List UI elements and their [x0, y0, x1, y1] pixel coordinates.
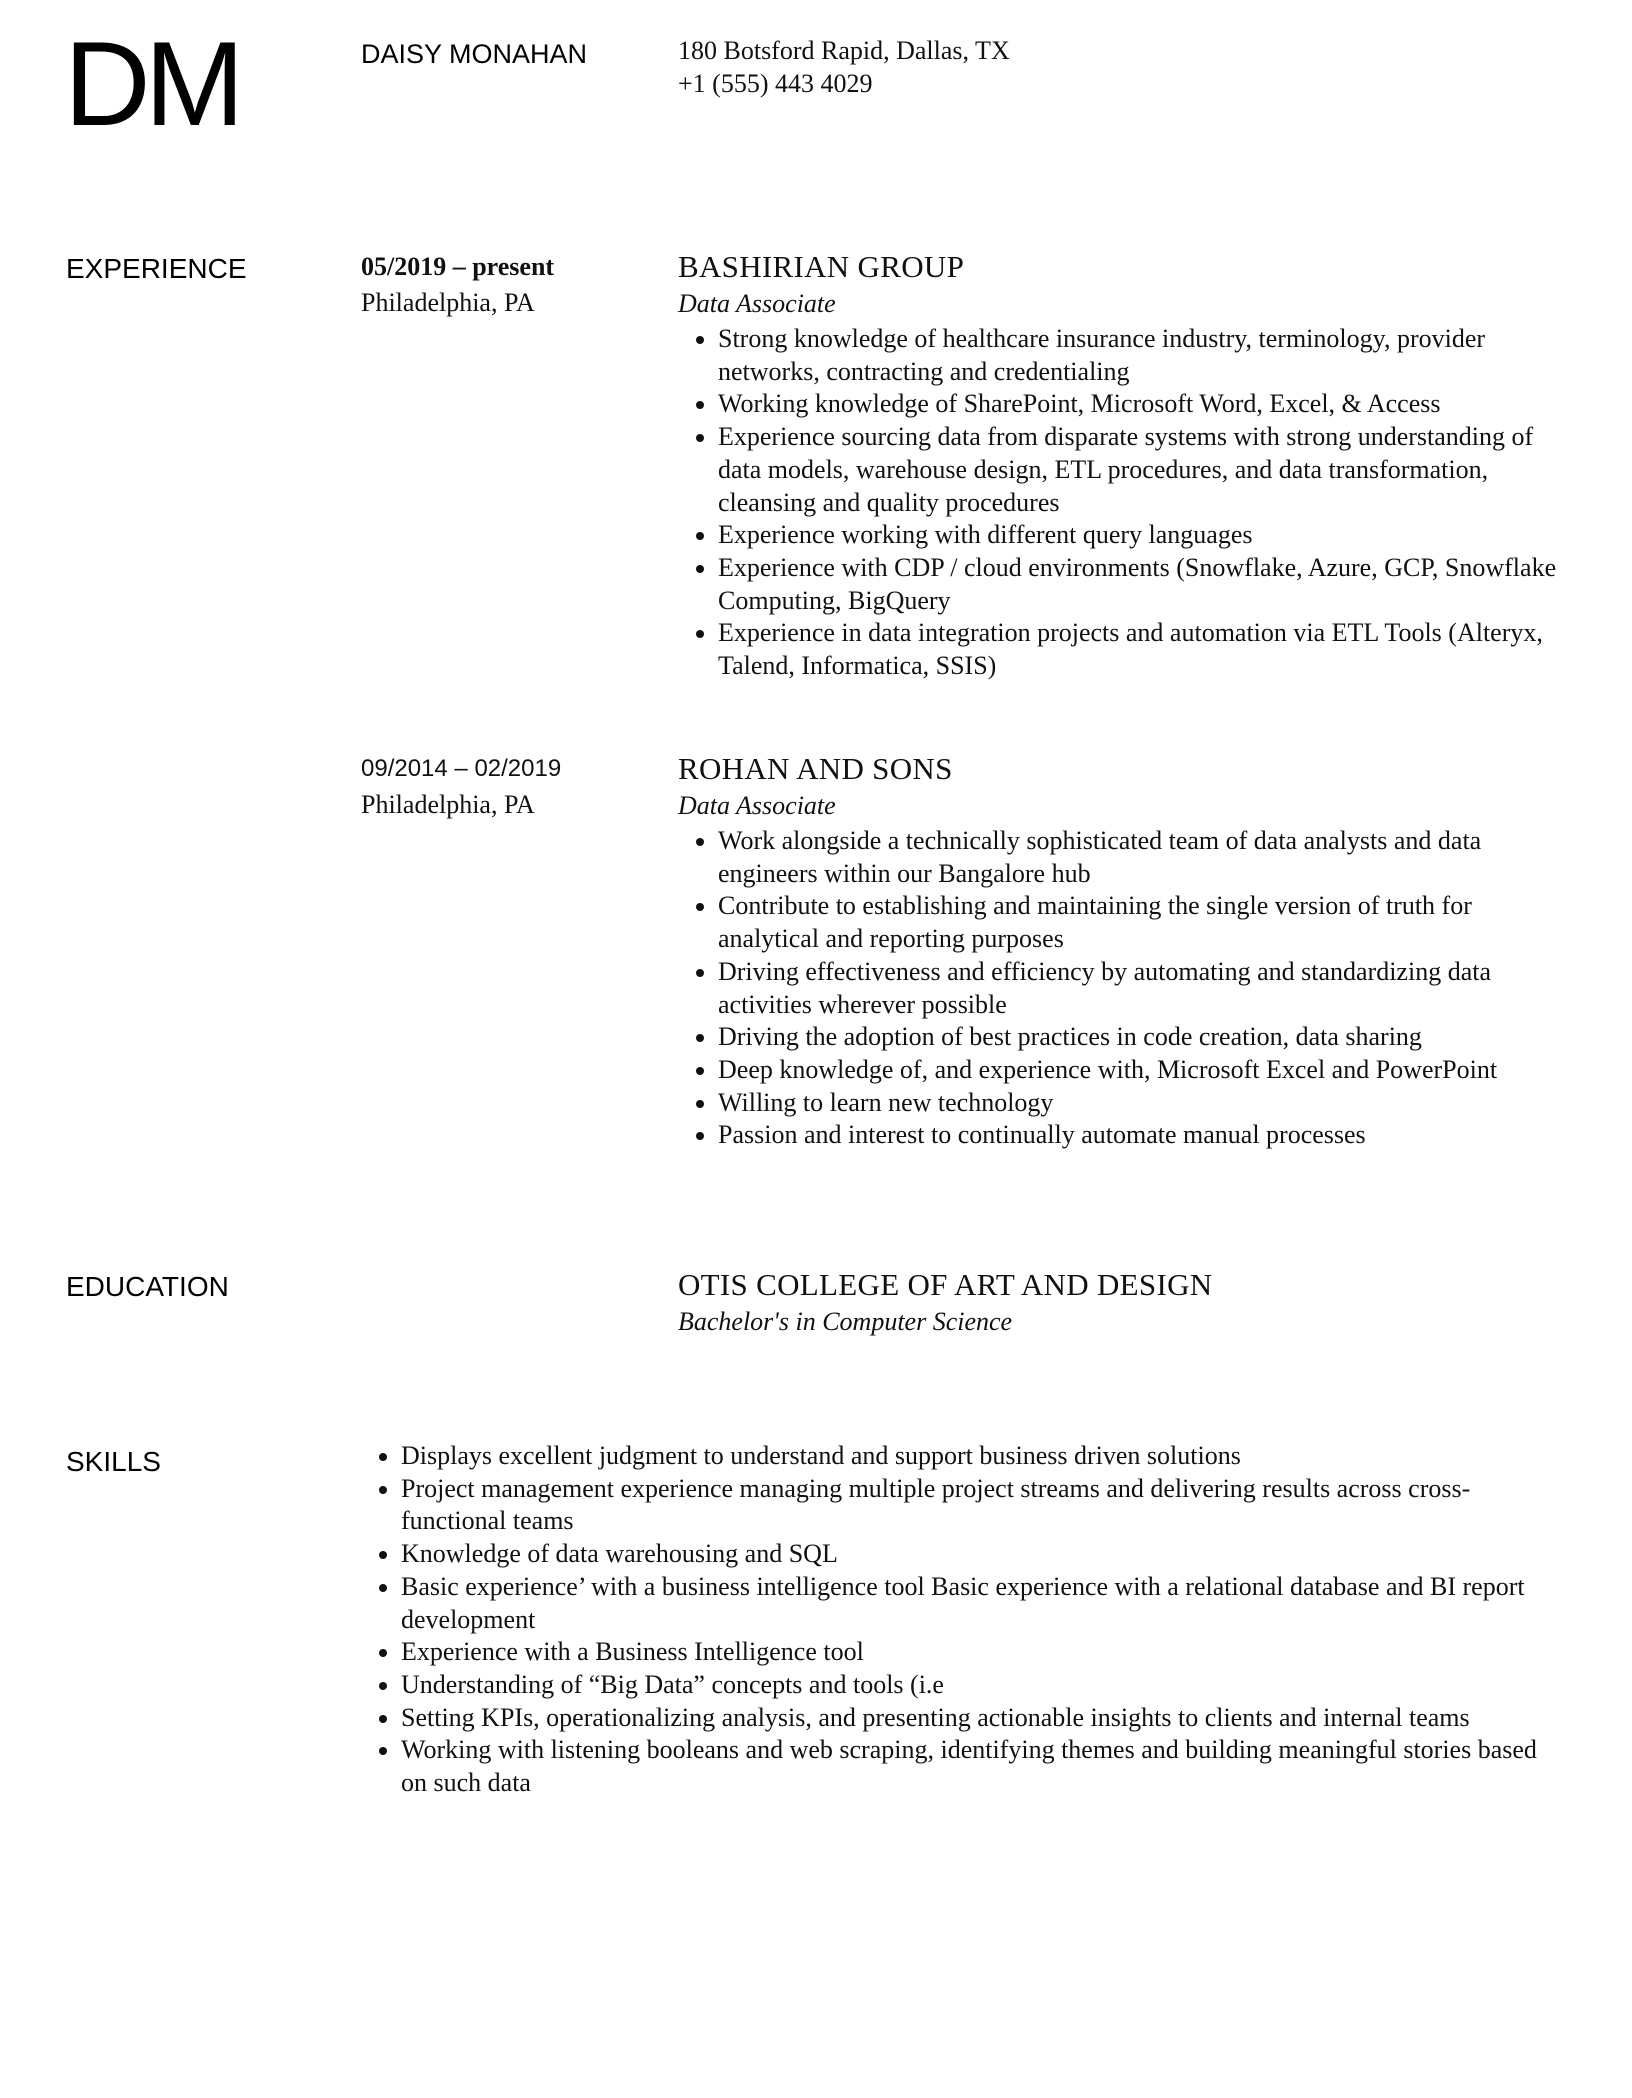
list-item: • Experience with CDP / cloud environments (Snowflake, Azure, GCP, Snowflake Computing, BigQuery	[718, 552, 1558, 617]
company-name: BASHIRIAN GROUP	[678, 249, 965, 284]
list-item: • Basic experience’ with a business intelligence tool Basic experience with a relational database and BI report development	[401, 1571, 1561, 1636]
education-heading: EDUCATION	[66, 1271, 229, 1302]
education-details	[678, 1268, 1558, 1338]
list-item: • Experience sourcing data from disparate systems with strong understanding of data models, warehouse design, ETL procedures, and data transformation, cleansing and quality procedures	[718, 421, 1558, 519]
experience-heading: EXPERIENCE	[66, 253, 247, 284]
list-item: • Driving the adoption of best practices in code creation, data sharing	[718, 1021, 1558, 1054]
candidate-name: DAISY MONAHAN	[361, 39, 588, 69]
list-item: • Deep knowledge of, and experience with, Microsoft Excel and PowerPoint	[718, 1054, 1558, 1087]
company-name: ROHAN AND SONS	[678, 751, 953, 786]
list-item: • Working knowledge of SharePoint, Microsoft Word, Excel, & Access	[718, 388, 1558, 421]
job-location: Philadelphia, PA	[361, 288, 535, 317]
job-title: Data Associate	[678, 791, 836, 820]
skills-list-wrapper	[361, 1440, 1561, 1800]
list-item: • Experience in data integration projects and automation via ETL Tools (Alteryx, Talend, Informatica, SSIS)	[718, 617, 1558, 682]
list-item: • Experience with a Business Intelligence tool	[401, 1636, 1561, 1669]
list-item: • Passion and interest to continually automate manual processes	[718, 1119, 1558, 1152]
monogram: DM	[64, 17, 239, 151]
list-item: • Working with listening booleans and web scraping, identifying themes and building meaningful stories based on such data	[401, 1734, 1561, 1799]
list-item: • Contribute to establishing and maintaining the single version of truth for analytical and reporting purposes	[718, 890, 1558, 955]
list-item: • Work alongside a technically sophisticated team of data analysts and data engineers within our Bangalore hub	[718, 825, 1558, 890]
list-item: • Project management experience managing multiple project streams and delivering results across cross-functional teams	[401, 1473, 1561, 1538]
contact-info	[678, 34, 1010, 100]
list-item: • Understanding of “Big Data” concepts and tools (i.e	[401, 1669, 1561, 1702]
list-item: • Experience working with different query languages	[718, 519, 1558, 552]
job-details	[678, 250, 1558, 683]
list-item: • Strong knowledge of healthcare insurance industry, terminology, provider networks, contracting and credentialing	[718, 323, 1558, 388]
job-location: Philadelphia, PA	[361, 790, 535, 819]
address: 180 Botsford Rapid, Dallas, TX	[678, 36, 1010, 65]
list-item: • Knowledge of data warehousing and SQL	[401, 1538, 1561, 1571]
list-item: • Willing to learn new technology	[718, 1087, 1558, 1120]
list-item: • Driving effectiveness and efficiency by automating and standardizing data activities wherever possible	[718, 956, 1558, 1021]
job-bullets	[678, 323, 1558, 683]
school-name: OTIS COLLEGE OF ART AND DESIGN	[678, 1267, 1213, 1302]
job-details	[678, 752, 1558, 1152]
list-item: • Setting KPIs, operationalizing analysis, and presenting actionable insights to clients and internal teams	[401, 1702, 1561, 1735]
skills-list	[361, 1440, 1561, 1800]
job-dates: 09/2014 – 02/2019	[361, 755, 562, 782]
job-dates: 05/2019 – present	[361, 252, 555, 281]
phone: +1 (555) 443 4029	[678, 69, 873, 98]
skills-heading: SKILLS	[66, 1446, 161, 1477]
list-item: • Displays excellent judgment to understand and support business driven solutions	[401, 1440, 1561, 1473]
job-bullets	[678, 825, 1558, 1152]
job-title: Data Associate	[678, 289, 836, 318]
degree: Bachelor's in Computer Science	[678, 1307, 1013, 1336]
